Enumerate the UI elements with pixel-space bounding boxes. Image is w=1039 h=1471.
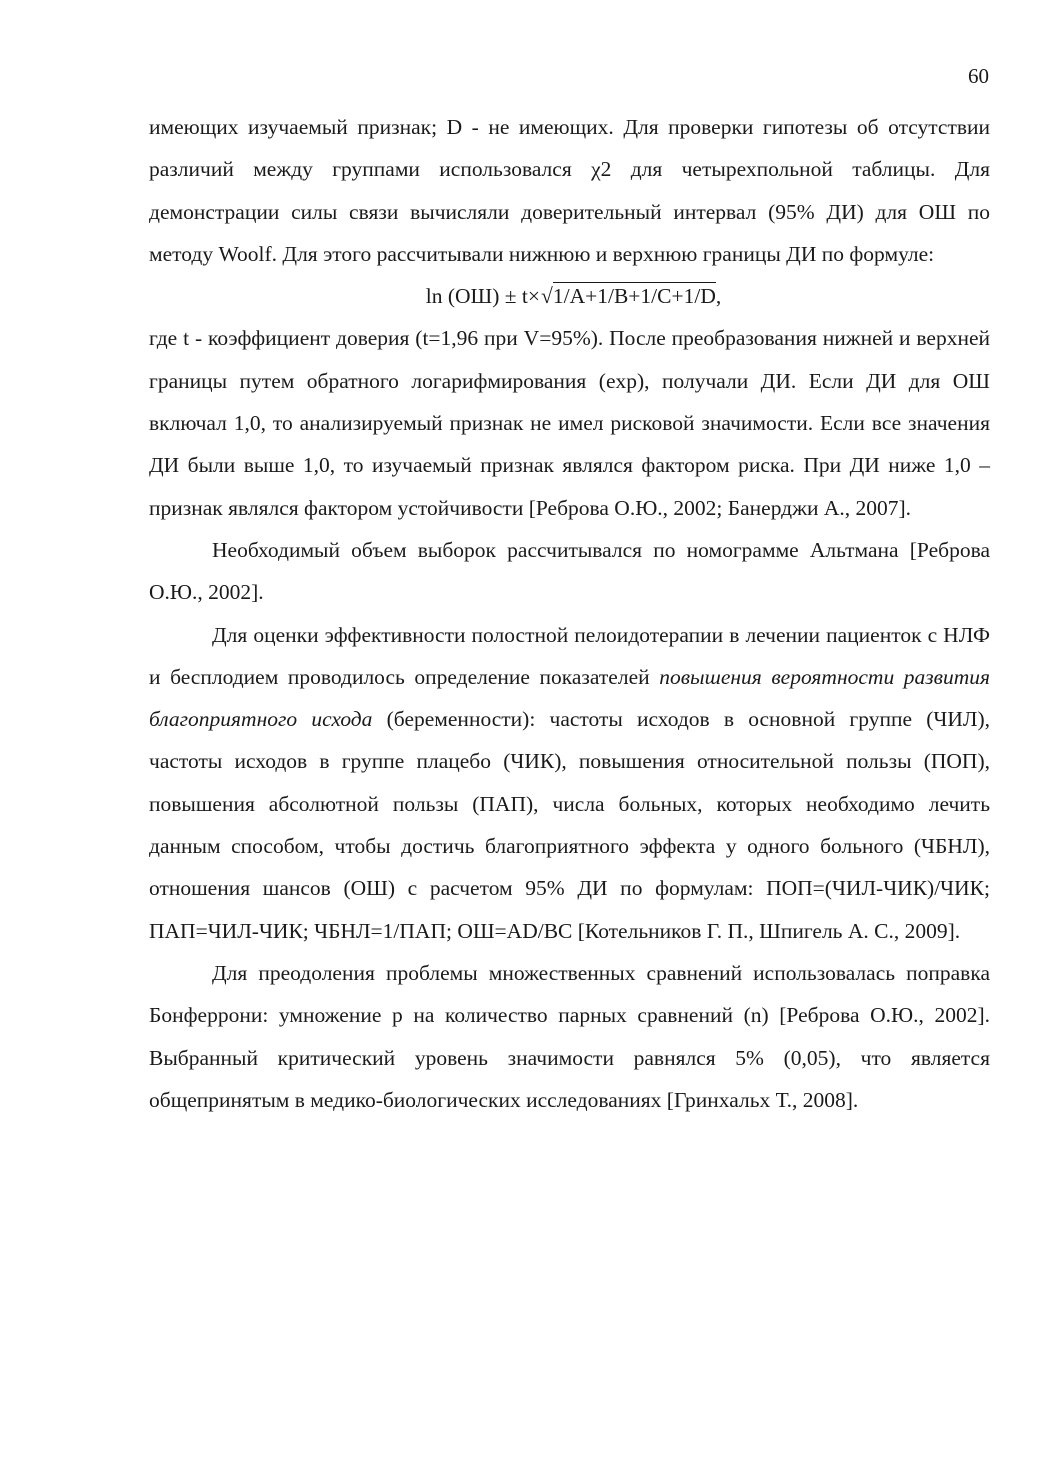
square-root-symbol: √ xyxy=(541,284,553,309)
paragraph-efficiency-text-start: Для оценки эффективности полостной пелоидотерапии в лечении пациенток с НЛФ и бесплодием проводилось определение показателей xyxy=(149,622,990,689)
page-number: 60 xyxy=(968,64,989,88)
paragraph-efficiency-indicators xyxy=(149,614,990,952)
paragraph-bonferroni: Для преодоления проблемы множественных сравнений использовалась поправка Бонферрони: умножение p на количество парных сравнений (n) [Реброва О.Ю., 2002]. Выбранный критический уровень значимости равнялся 5% (0,05), что является общепринятым в медико-биологических исследованиях [Гринхальх Т., 2008]. xyxy=(149,960,990,1112)
paragraph-efficiency-text-end: (беременности): частоты исходов в основной группе (ЧИЛ), частоты исходов в группе плацебо (ЧИК), повышения относительной пользы (ПОП), повышения абсолютной пользы (ПАП), числа больных, которых необходимо лечить данным способом, чтобы достичь благоприятного эффекта у одного больного (ЧБНЛ), отношения шансов (ОШ) с расчетом 95% ДИ по формулам: ПОП=(ЧИЛ-ЧИК)/ЧИК; ПАП=ЧИЛ-ЧИК; ЧБНЛ=1/ПАП; ОШ=AD/BC [Котельников Г. П., Шпигель А. С., 2009]. xyxy=(149,707,990,943)
formula-radicand: 1/A+1/B+1/C+1/D xyxy=(552,284,716,309)
paragraph-confidence-coefficient: где t - коэффициент доверия (t=1,96 при V=95%). После преобразования нижней и верхней границы путем обратного логарифмирования (exp), получали ДИ. Если ДИ для ОШ включал 1,0, то анализируемый признак не имел рисковой значимости. Если все значения ДИ были выше 1,0, то изучаемый признак являлся фактором риска. При ДИ ниже 1,0 – признак являлся фактором устойчивости [Реброва О.Ю., 2002; Банерджи А., 2007]. xyxy=(149,326,990,520)
paragraph-sample-size: Необходимый объем выборок рассчитывался по номограмме Альтмана [Реброва О.Ю., 2002]. xyxy=(149,537,990,605)
document-body xyxy=(149,106,990,1121)
confidence-interval-formula xyxy=(149,275,990,317)
paragraph-woolf-method: имеющих изучаемый признак; D - не имеющих. Для проверки гипотезы об отсутствии различий между группами использовался χ2 для четырехпольной таблицы. Для демонстрации силы связи вычисляли доверительный интервал (95% ДИ) для ОШ по методу Woolf. Для этого рассчитывали нижнюю и верхнюю границы ДИ по формуле: xyxy=(149,115,990,266)
paragraph-efficiency-italic-term: повышения вероятности развития благоприятного исхода xyxy=(149,664,990,732)
formula-suffix: , xyxy=(715,284,722,309)
formula-prefix: ln (ОШ) ± t× xyxy=(425,284,541,309)
